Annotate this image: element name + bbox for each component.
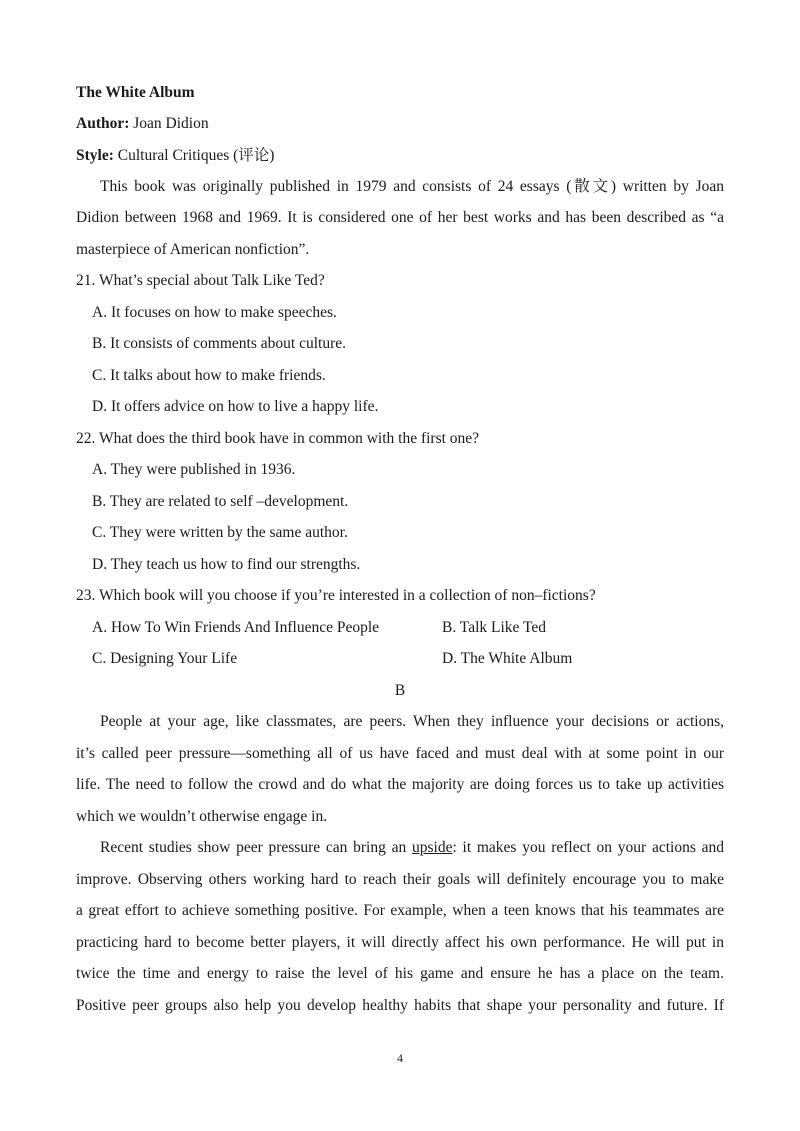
- page-number: 4: [397, 1051, 403, 1065]
- question-22-stem: 22. What does the third book have in common with the first one?: [76, 430, 480, 447]
- passage-b-line: practicing hard to become better players, it will directly affect his own performance. He will put in: [76, 934, 724, 951]
- question-22-option-d[interactable]: D. They teach us how to find our strengths.: [92, 556, 361, 573]
- question-22-option-a[interactable]: A. They were published in 1936.: [92, 461, 296, 478]
- book-title: The White Album: [76, 84, 195, 101]
- question-21-stem: 21. What’s special about Talk Like Ted?: [76, 272, 325, 289]
- passage-b-line: Recent studies show peer pressure can bring an upside: it makes you reflect on your actions and: [100, 839, 724, 856]
- question-23-option-d[interactable]: D. The White Album: [442, 650, 573, 667]
- book-desc-line: masterpiece of American nonfiction”.: [76, 241, 310, 258]
- style-value: Cultural Critiques (评论): [117, 147, 275, 164]
- passage-b-line: it’s called peer pressure—something all of us have faced and must deal with at some point in our: [76, 745, 724, 762]
- book-style: [76, 146, 724, 166]
- underlined-word-upside: upside: [411, 839, 453, 856]
- question-23-stem: 23. Which book will you choose if you’re interested in a collection of non–fictions?: [76, 587, 596, 604]
- book-desc-line: Didion between 1968 and 1969. It is considered one of her best works and has been described as “a: [76, 209, 724, 226]
- author-label: Author:: [76, 115, 130, 132]
- question-23-option-b[interactable]: B. Talk Like Ted: [442, 619, 547, 636]
- book-author: [76, 114, 724, 134]
- author-name: Joan Didion: [133, 115, 209, 132]
- question-21-option-a[interactable]: A. It focuses on how to make speeches.: [92, 304, 337, 321]
- question-22-option-b[interactable]: B. They are related to self –development.: [92, 493, 349, 510]
- passage-b-line: People at your age, like classmates, are peers. When they influence your decisions or actions,: [100, 713, 724, 730]
- question-23-option-c[interactable]: C. Designing Your Life: [92, 650, 238, 667]
- passage-b-line: life. The need to follow the crowd and do what the majority are doing forces us to take up activities: [76, 776, 724, 793]
- question-21-option-b[interactable]: B. It consists of comments about culture.: [92, 335, 346, 352]
- question-21-option-d[interactable]: D. It offers advice on how to live a happy life.: [92, 398, 379, 415]
- passage-b-line: which we wouldn’t otherwise engage in.: [76, 808, 328, 825]
- passage-b-line: Positive peer groups also help you develop healthy habits that shape your personality and future. If: [76, 997, 724, 1014]
- question-21-option-c[interactable]: C. It talks about how to make friends.: [92, 367, 326, 384]
- section-b-heading: B: [394, 682, 406, 699]
- book-desc-line: This book was originally published in 1979 and consists of 24 essays (散文) written by Joan: [100, 178, 724, 195]
- passage-b-line: twice the time and energy to raise the level of his game and ensure he has a place on the team.: [76, 965, 724, 982]
- style-label: Style:: [76, 147, 114, 164]
- question-23-option-a[interactable]: A. How To Win Friends And Influence People: [92, 619, 380, 636]
- passage-b-line: a great effort to achieve something positive. For example, when a teen knows that his teammates are: [76, 902, 724, 919]
- question-22-option-c[interactable]: C. They were written by the same author.: [92, 524, 348, 541]
- passage-b-line: improve. Observing others working hard to reach their goals will definitely encourage you to make: [76, 871, 724, 888]
